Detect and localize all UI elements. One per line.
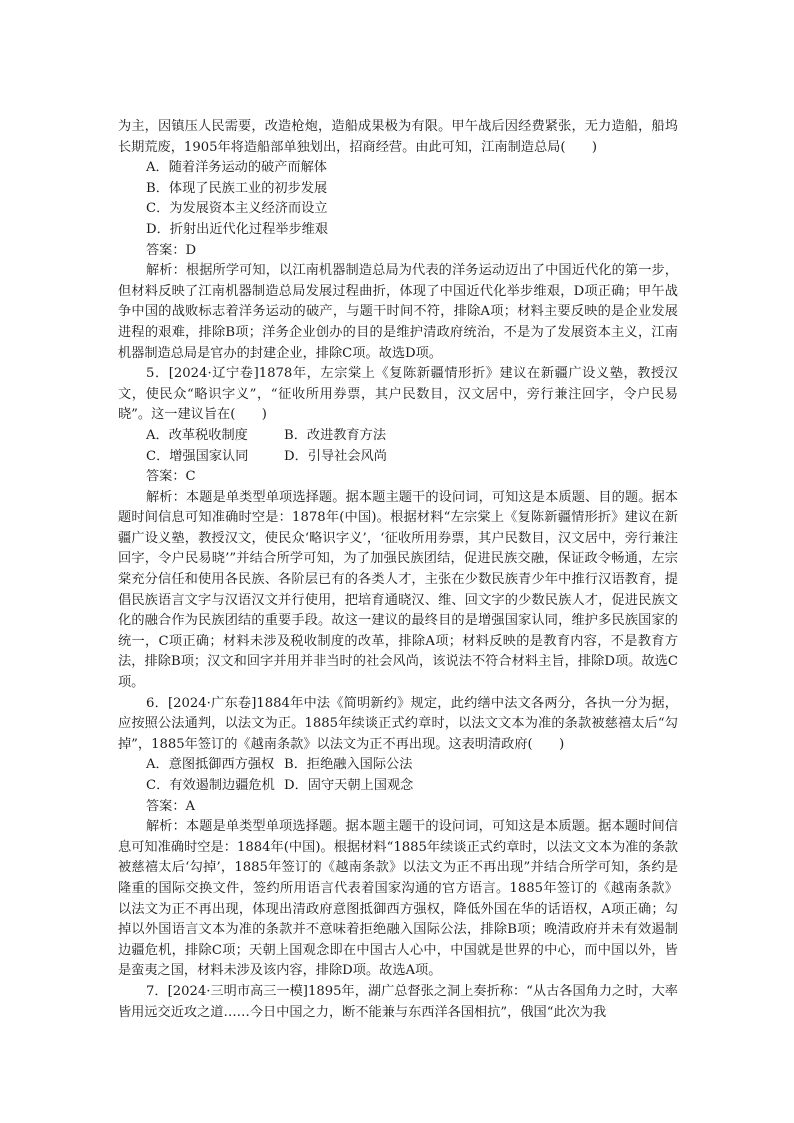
q5-analysis: 解析：本题是单类型单项选择题。据本题主题干的设问词，可知这是本质题、目的题。据本题时间信息可知准确时空是：1878年(中国)。根据材料“左宗棠上《复陈新疆情形折》建议在新疆广设义塾，教授汉文，使民众‘略识字义’，‘征收所用券票，其户民数目，汉文居中，旁行兼注回字，令户民易晓’”并结合所学可知，为了加强民族团结，促进民族交融，保证政令畅通，左宗棠充分信任和使用各民族、各阶层已有的各类人才，主张在少数民族青少年中推行汉语教育，提倡民族语言文字与汉语汉文并行使用，把培育通晓汉、维、回文字的少数民族人才，促进民族文化的融合作为民族团结的重要手段。故这一建议的最终目的是增强国家认同，维护多民族国家的统一，C项正确；材料未涉及税收制度的改革，排除A项；材料反映的是教育内容，不是教育方法，排除B项；汉文和回字并用并非当时的社会风尚，该说法不符合材料主旨，排除D项。故选C项。 — [118, 489, 678, 691]
q4-analysis: 解析：根据所学可知，以江南机器制造总局为代表的洋务运动迈出了中国近代化的第一步，但材料反映了江南机器制造总局发展过程曲折，体现了中国近代化举步维艰，D项正确；甲午战争中国的战败标志着洋务运动的破产，与题干时间不符，排除A项；材料主要反映的是企业发展进程的艰难，排除B项；洋务企业创办的目的是维护清政府统治，不是为了发展资本主义，江南机器制造总局是官办的封建企业，排除C项。故选D项。 — [118, 263, 678, 361]
q6-option-b: B．拒绝融入国际公法 — [284, 757, 413, 773]
q6-analysis: 解析：本题是单类型单项选择题。据本题主题干的设问词，可知这是本质题。据本题时间信息可知准确时空是：1884年(中国)。根据材料“1885年续谈正式约章时，以法文文本为准的条款被慈禧太后‘勾掉’，1885年签订的《越南条款》以法文为正不再出现”并结合所学可知，条约是隆重的国际交换文件，签约所用语言代表着国家沟通的官方语言。1885年签订的《越南条款》以法文为正不再出现，体现出清政府意图抵御西方强权，降低外国在华的话语权，A项正确；勾掉以外国语言文本为准的条款并不意味着拒绝融入国际公法，排除B项；晚清政府并未有效遏制边疆危机，排除C项；天朝上国观念即在中国古人心中，中国就是世界的中心，而中国以外，皆是蛮夷之国，材料未涉及该内容，排除D项。故选A项。 — [118, 819, 678, 979]
q6-option-d: D．固守天朝上国观念 — [284, 778, 414, 793]
q4-option-a: A．随着洋务运动的破产而解体 — [146, 160, 327, 176]
q6-option-a: A．意图抵御西方强权 — [146, 757, 275, 773]
q5-option-a: A．改革税收制度 — [146, 427, 248, 443]
q5-answer: 答案：C — [146, 469, 196, 485]
q4-stem-tail: 为主，因镇压人民需要，改造枪炮，造船成果极为有限。甲午战后因经费紧张，无力造船，船坞长期荒废，1905年将造船部单独划出，招商经营。由此可知，江南制造总局( ) — [118, 119, 678, 155]
q6-options-row-2 — [118, 776, 678, 797]
q6-options-row-1 — [118, 755, 678, 776]
q4-option-d: D．折射出近代化过程举步维艰 — [146, 221, 329, 237]
q5-option-c: C．增强国家认同 — [146, 448, 249, 464]
q6-answer: 答案：A — [146, 798, 196, 814]
q5-options-row-1 — [118, 426, 678, 447]
q4-option-c: C．为发展资本主义经济而设立 — [146, 201, 328, 217]
q5-stem: 5．[2024·辽宁卷]1878年，左宗棠上《复陈新疆情形折》建议在新疆广设义塾，教授汉文，使民众“略识字义”，“征收所用券票，其户民数目，汉文居中，旁行兼注回字，令户民易晓”。这一建议旨在( ) — [118, 366, 678, 423]
q5-option-d: D．引导社会风尚 — [284, 448, 387, 464]
q6-option-c: C．有效遏制边疆危机 — [146, 778, 275, 793]
q7-stem: 7．[2024·三明市高三一模]1895年，湖广总督张之洞上奏折称：“从古各国角力之时，大率皆用远交近攻之道……今日中国之力，断不能兼与东西洋各国相抗”，俄国“此次为我 — [118, 983, 678, 1020]
q5-options-row-2 — [118, 447, 678, 468]
q4-answer: 答案：D — [146, 242, 197, 258]
q5-option-b: B．改进教育方法 — [284, 427, 387, 443]
document-body — [118, 117, 678, 1023]
q6-stem: 6．[2024·广东卷]1884年中法《简明新约》规定，此约缮中法文各两分，各执一分为据，应按照公法通判，以法文为正。1885年续谈正式约章时，以法文文本为准的条款被慈禧太后“勾掉”，1885年签订的《越南条款》以法文为正不再出现。这表明清政府( ) — [118, 695, 678, 752]
q4-option-b: B．体现了民族工业的初步发展 — [146, 180, 328, 196]
